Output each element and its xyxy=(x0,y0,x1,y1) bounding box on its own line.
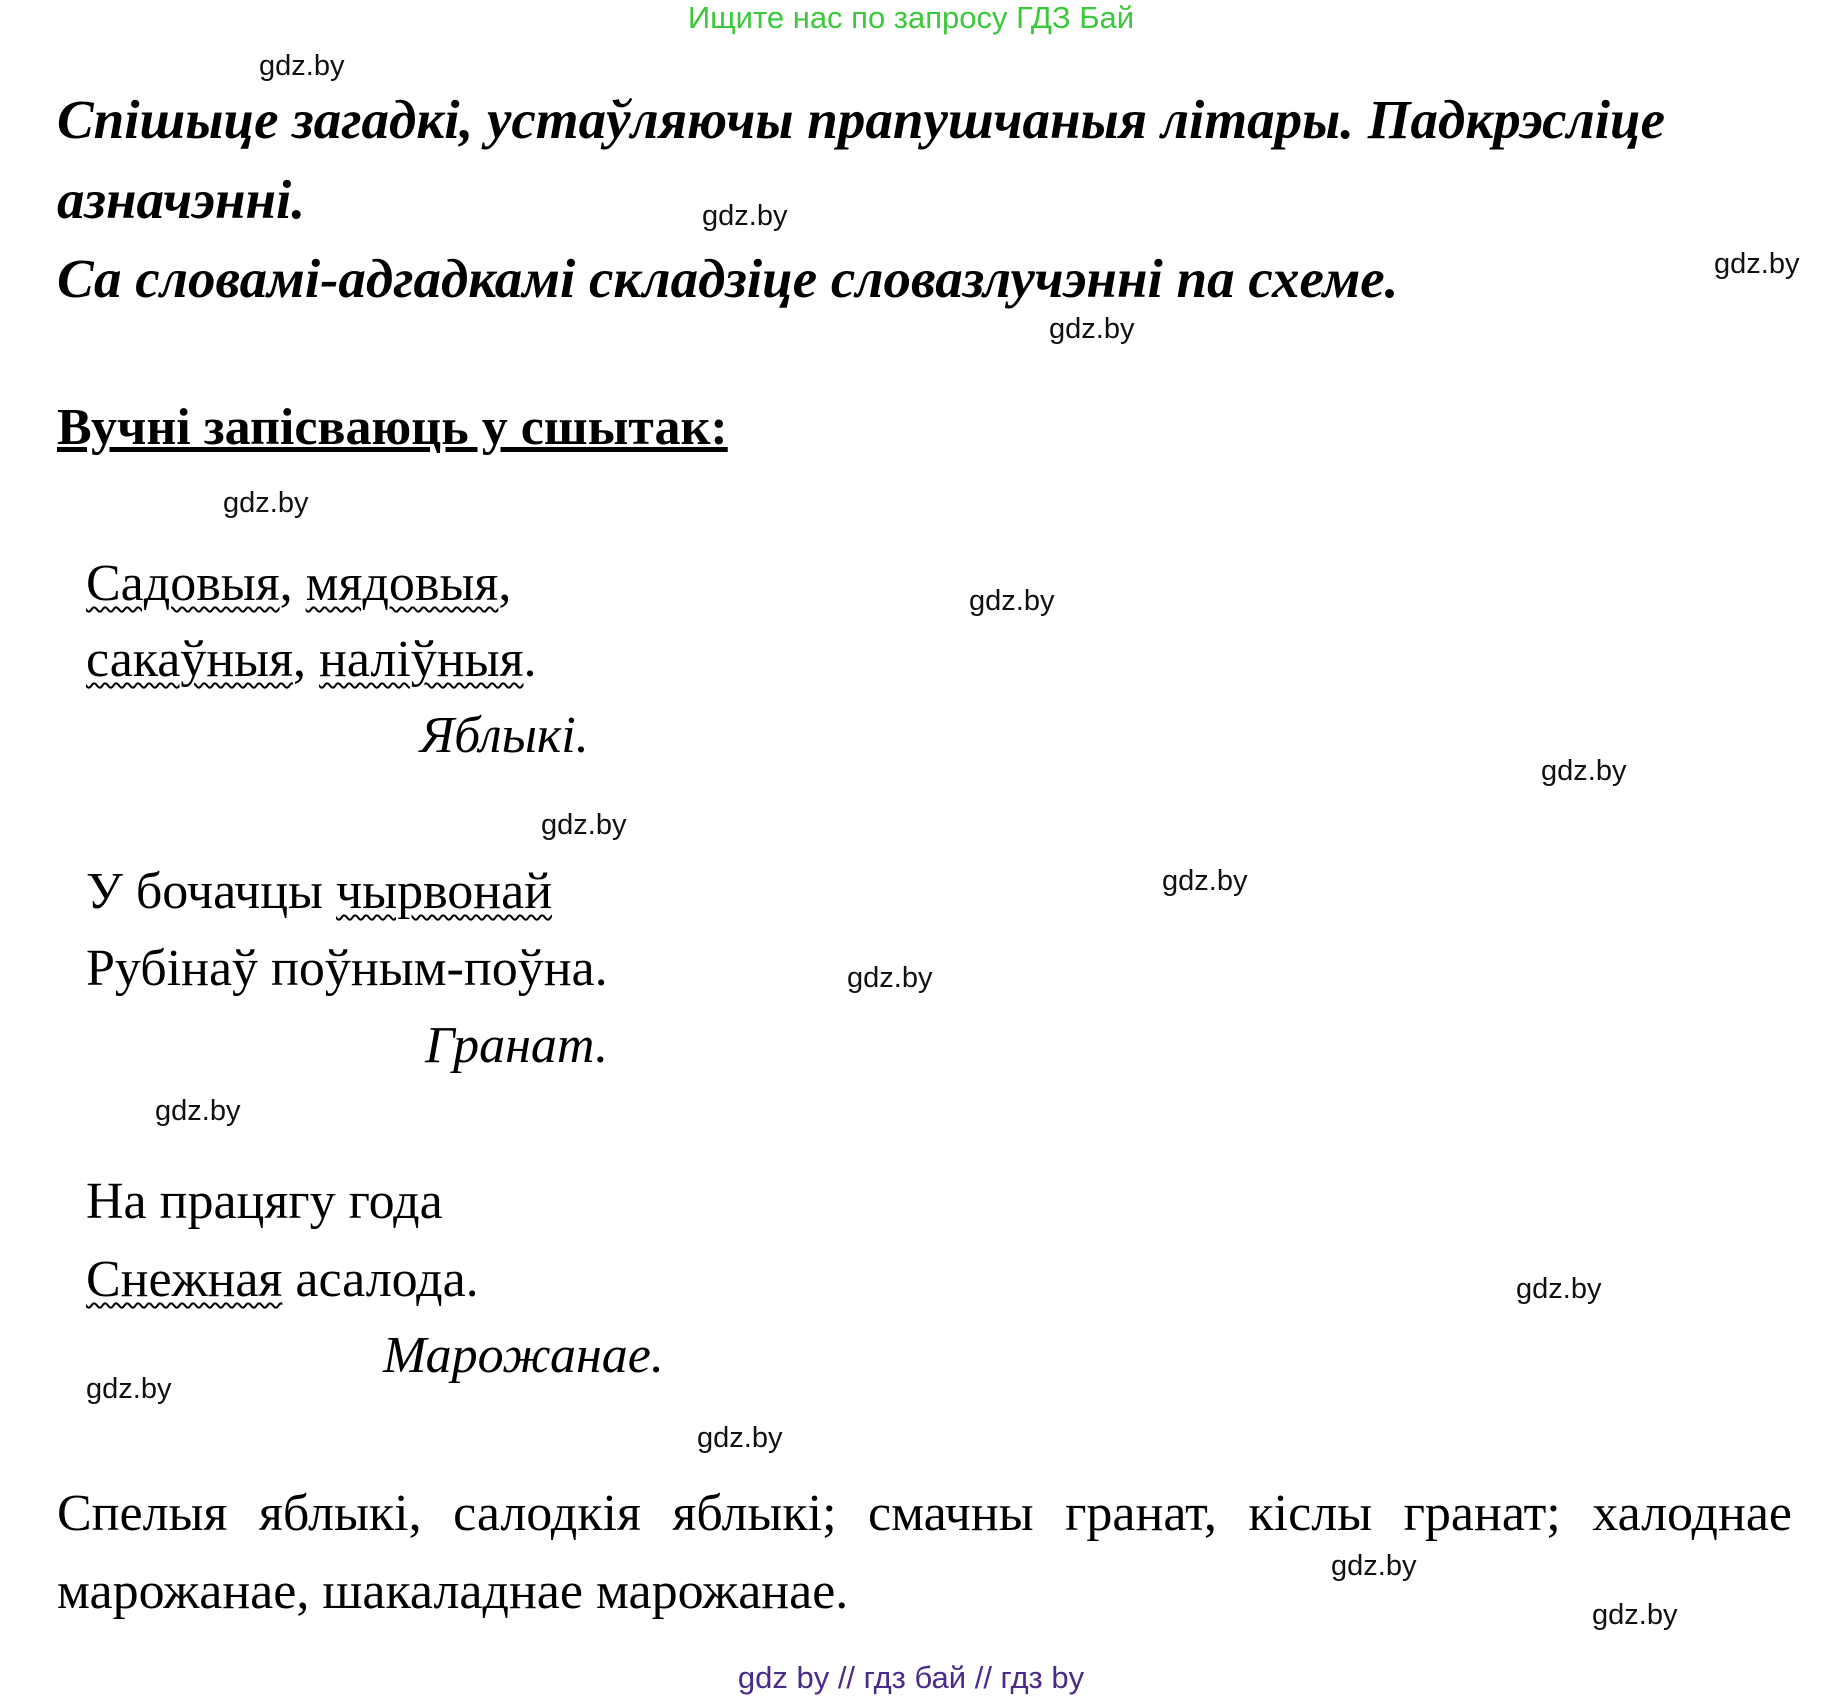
watermark: gdz.by xyxy=(1049,313,1135,345)
watermark: gdz.by xyxy=(1331,1550,1417,1582)
definition-word: мядовыя xyxy=(305,555,499,612)
footer-links: gdz by // гдз бай // гдз by xyxy=(737,1660,1085,1695)
riddle-text: асалода. xyxy=(282,1251,479,1308)
watermark: gdz.by xyxy=(223,487,309,519)
task-line-3: Са словамі-адгадкамі складзіце словазлучэнні па схеме. xyxy=(57,248,1399,309)
task-line-2: азначэнні. xyxy=(57,169,306,230)
watermark: gdz.by xyxy=(1541,755,1627,787)
separator: , xyxy=(279,555,306,612)
search-banner: Ищите нас по запросу ГДЗ Бай xyxy=(687,0,1135,35)
riddle1-line2 xyxy=(86,630,537,689)
riddle-text: У бочачцы xyxy=(86,863,336,920)
watermark: gdz.by xyxy=(847,962,933,994)
definition-word: наліўныя xyxy=(319,631,524,688)
watermark: gdz.by xyxy=(541,809,627,841)
riddle3-line1: На працягу года xyxy=(86,1173,443,1230)
watermark: gdz.by xyxy=(1714,248,1800,280)
watermark: gdz.by xyxy=(1162,865,1248,897)
watermark: gdz.by xyxy=(1516,1273,1602,1305)
watermark: gdz.by xyxy=(969,585,1055,617)
definition-word: Снежная xyxy=(86,1251,283,1308)
definition-word: Садовыя xyxy=(86,555,280,612)
section-heading: Вучні запісваюць у сшытак: xyxy=(57,399,728,456)
word-combinations-paragraph: Спелыя яблыкі, салодкія яблыкі; смачны гранат, кіслы гранат; халоднае марожанае, шакаладнае марожанае. xyxy=(57,1485,1792,1620)
riddle2-line2: Рубінаў поўным-поўна. xyxy=(86,940,608,997)
definition-word: сакаўныя xyxy=(86,631,294,688)
watermark: gdz.by xyxy=(259,50,345,82)
definition-word: чырвонай xyxy=(336,863,553,920)
riddle1-line1 xyxy=(86,554,511,613)
riddle3-line2 xyxy=(86,1250,479,1309)
task-line-1: Спішыце загадкі, устаўляючы прапушчаныя літары. Падкрэсліце xyxy=(57,89,1665,150)
punctuation: , xyxy=(498,555,512,612)
watermark: gdz.by xyxy=(86,1373,172,1405)
riddle1-answer: Яблыкі. xyxy=(420,707,589,764)
watermark: gdz.by xyxy=(1592,1599,1678,1631)
punctuation: . xyxy=(523,631,537,688)
watermark: gdz.by xyxy=(697,1422,783,1454)
riddle3-answer: Марожанае. xyxy=(383,1327,664,1384)
separator: , xyxy=(293,631,320,688)
watermark: gdz.by xyxy=(155,1095,241,1127)
riddle2-answer: Гранат. xyxy=(425,1017,609,1074)
watermark: gdz.by xyxy=(702,200,788,232)
riddle2-line1 xyxy=(86,862,552,921)
